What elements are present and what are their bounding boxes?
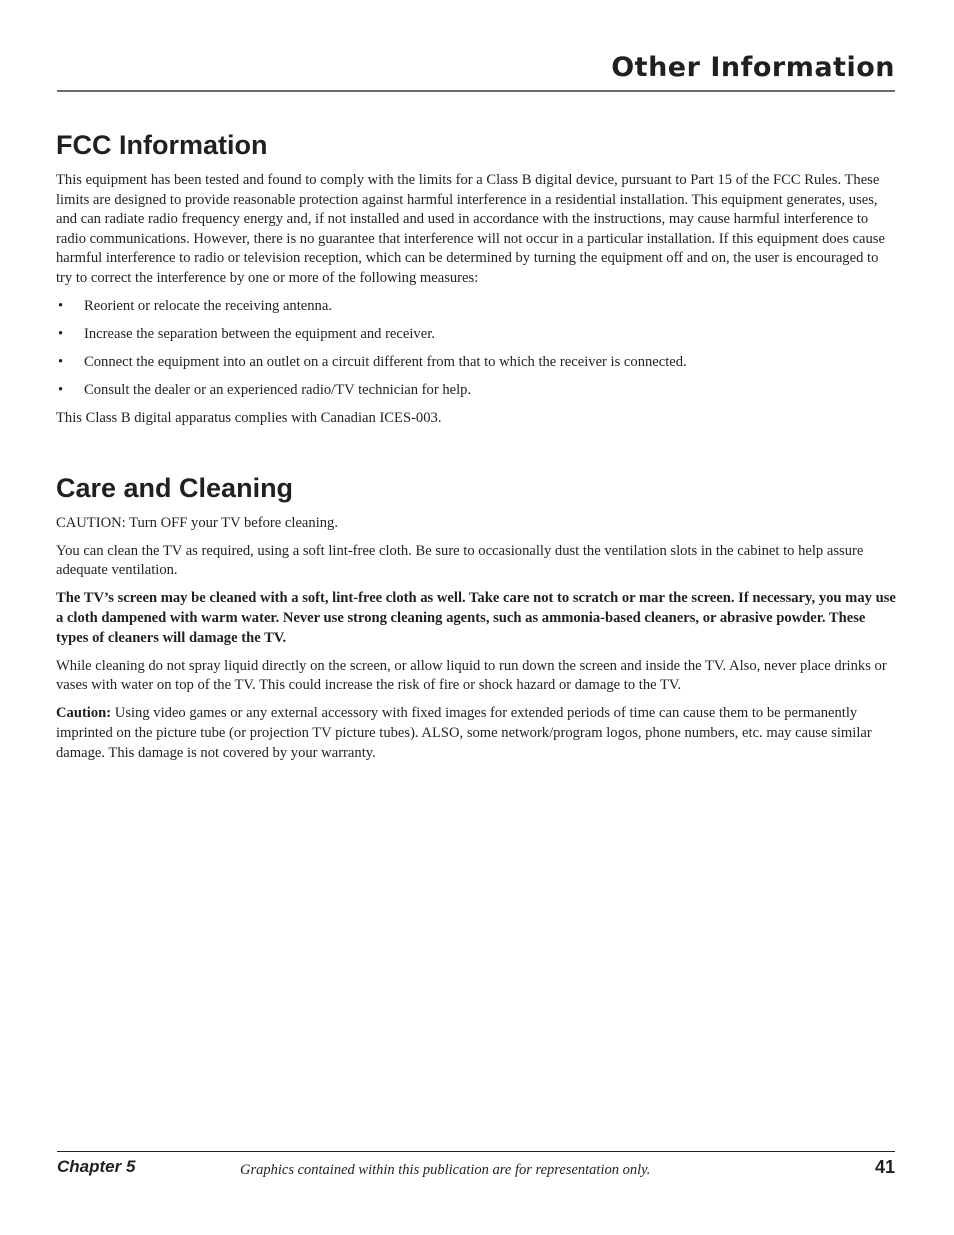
page-number: 41 — [874, 1157, 895, 1177]
caution-paragraph — [56, 704, 896, 763]
page-footer — [57, 1151, 895, 1192]
screen-cleaning-paragraph: The TV’s screen may be cleaned with a soft, lint-free cloth as well. Take care not to scratch or mar the screen. If necessary, you may use a cloth dampened with warm water. Never use strong cleaning agents, such as ammonia-based cleaners, or abrasive powder. These types of cleaners will damage the TV. — [56, 590, 896, 646]
page-header-title: Other Information — [611, 52, 895, 83]
fcc-measures-list — [56, 297, 896, 401]
canada-compliance-paragraph: This Class B digital apparatus complies with Canadian ICES-003. — [56, 410, 442, 426]
list-item-text: Consult the dealer or an experienced radio/TV technician for help. — [84, 382, 472, 399]
bullet-icon: • — [58, 354, 64, 371]
footer-chapter: Chapter 5 — [57, 1157, 136, 1176]
page-header — [57, 48, 895, 92]
list-item-text: Increase the separation between the equipment and receiver. — [84, 326, 435, 343]
bullet-icon: • — [58, 298, 64, 315]
fcc-intro-paragraph: This equipment has been tested and found to comply with the limits for a Class B digital device, pursuant to Part 15 of the FCC Rules. These limits are designed to provide reasonable protection against harmful interference in a residential installation. This equipment generates, uses, and can radiate radio frequency energy and, if not installed and used in accordance with the instructions, may cause harmful interference to radio communications. However, there is no guarantee that interference will not occur in a particular installation. If this equipment does cause harmful interference to radio or television reception, which can be determined by turning the equipment off and on, the user is encouraged to try to correct the interference by one or more of the following measures: — [56, 172, 885, 286]
page-content — [56, 128, 896, 772]
list-item — [56, 297, 896, 317]
caution-text: Using video games or any external accessory with fixed images for extended periods of time can cause them to be permanently imprinted on the picture tube (or projection TV picture tubes). ALSO, some network/program logos, phone numbers, etc. may cause similar damage. This damage is not covered by your warranty. — [56, 705, 872, 761]
footer-note: Graphics contained within this publication are for representation only. — [240, 1162, 651, 1178]
bullet-icon: • — [58, 382, 64, 399]
list-item-text: Connect the equipment into an outlet on a circuit different from that to which the receiver is connected. — [84, 354, 687, 371]
care-cleaning-section — [56, 471, 896, 764]
list-item-text: Reorient or relocate the receiving antenna. — [84, 298, 332, 315]
bullet-icon: • — [58, 326, 64, 343]
list-item — [56, 381, 896, 401]
caution-turn-off-paragraph: CAUTION: Turn OFF your TV before cleaning. — [56, 514, 338, 531]
fcc-heading: FCC Information — [56, 130, 268, 160]
fcc-information-section — [56, 128, 896, 429]
cleaning-paragraph: You can clean the TV as required, using a soft lint-free cloth. Be sure to occasionally dust the ventilation slots in the cabinet to help assure adequate ventilation. — [56, 542, 864, 579]
liquid-warning-paragraph: While cleaning do not spray liquid directly on the screen, or allow liquid to run down the screen and inside the TV. Also, never place drinks or vases with water on top of the TV. This could increase the risk of fire or shock hazard or damage to the TV. — [56, 657, 887, 694]
list-item — [56, 353, 896, 373]
list-item — [56, 325, 896, 345]
care-heading: Care and Cleaning — [56, 472, 294, 503]
caution-label: Caution: — [56, 705, 112, 722]
